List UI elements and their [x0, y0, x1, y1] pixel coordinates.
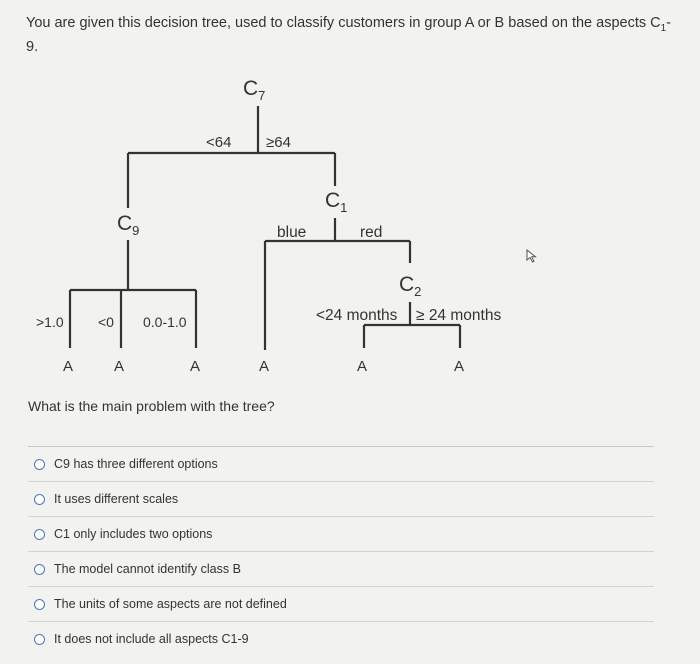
option-label: The model cannot identify class B [54, 562, 241, 576]
leaf-c2-2: A [454, 358, 465, 375]
option-label: It uses different scales [54, 492, 179, 506]
option-label: C9 has three different options [54, 457, 218, 471]
radio-icon[interactable] [34, 459, 45, 470]
option-label: C1 only includes two options [54, 527, 213, 541]
node-c7-label: $C_7$ [243, 77, 266, 103]
question-line2: 9. [26, 39, 39, 56]
question-sub-start: 1 [660, 22, 667, 34]
option-2[interactable] [28, 481, 654, 516]
edge-c2-left: <24 months [316, 307, 398, 324]
option-6[interactable] [28, 621, 654, 656]
option-5[interactable] [28, 586, 654, 621]
option-4[interactable] [28, 551, 654, 586]
edge-root-left: <64 [206, 134, 232, 151]
radio-icon[interactable] [34, 634, 45, 645]
question-dash: - [666, 15, 672, 31]
node-c2-label: $C_2$ [399, 273, 422, 299]
edge-c1-right: red [360, 224, 383, 241]
edge-c2-right: ≥ 24 months [416, 307, 502, 324]
edge-c9-1: >1.0 [36, 314, 64, 330]
radio-icon[interactable] [34, 599, 45, 610]
node-c9-label: $C_9$ [117, 212, 140, 238]
leaf-c9-2: A [114, 358, 125, 375]
option-label: The units of some aspects are not defined [54, 597, 287, 611]
option-1[interactable] [28, 446, 654, 481]
radio-icon[interactable] [34, 494, 45, 505]
node-c1-label: $C_1$ [325, 189, 348, 215]
mouse-cursor-icon [526, 249, 538, 263]
edge-c1-left: blue [277, 224, 307, 241]
edge-root-right: ≥64 [266, 134, 291, 151]
radio-icon[interactable] [34, 529, 45, 540]
leaf-c2-1: A [357, 358, 368, 375]
radio-icon[interactable] [34, 564, 45, 575]
edge-c9-3: 0.0-1.0 [143, 314, 187, 330]
option-3[interactable] [28, 516, 654, 551]
leaf-c9-1: A [63, 358, 74, 375]
edge-c9-2: <0 [98, 314, 114, 330]
leaf-c9-3: A [190, 358, 201, 375]
question-main: You are given this decision tree, used to classify customers in group A or B based on the aspects C [26, 15, 661, 31]
option-label: It does not include all aspects C1-9 [54, 632, 249, 646]
leaf-c1-blue: A [259, 358, 270, 375]
answer-options [28, 446, 654, 656]
question-prompt: What is the main problem with the tree? [28, 398, 275, 414]
